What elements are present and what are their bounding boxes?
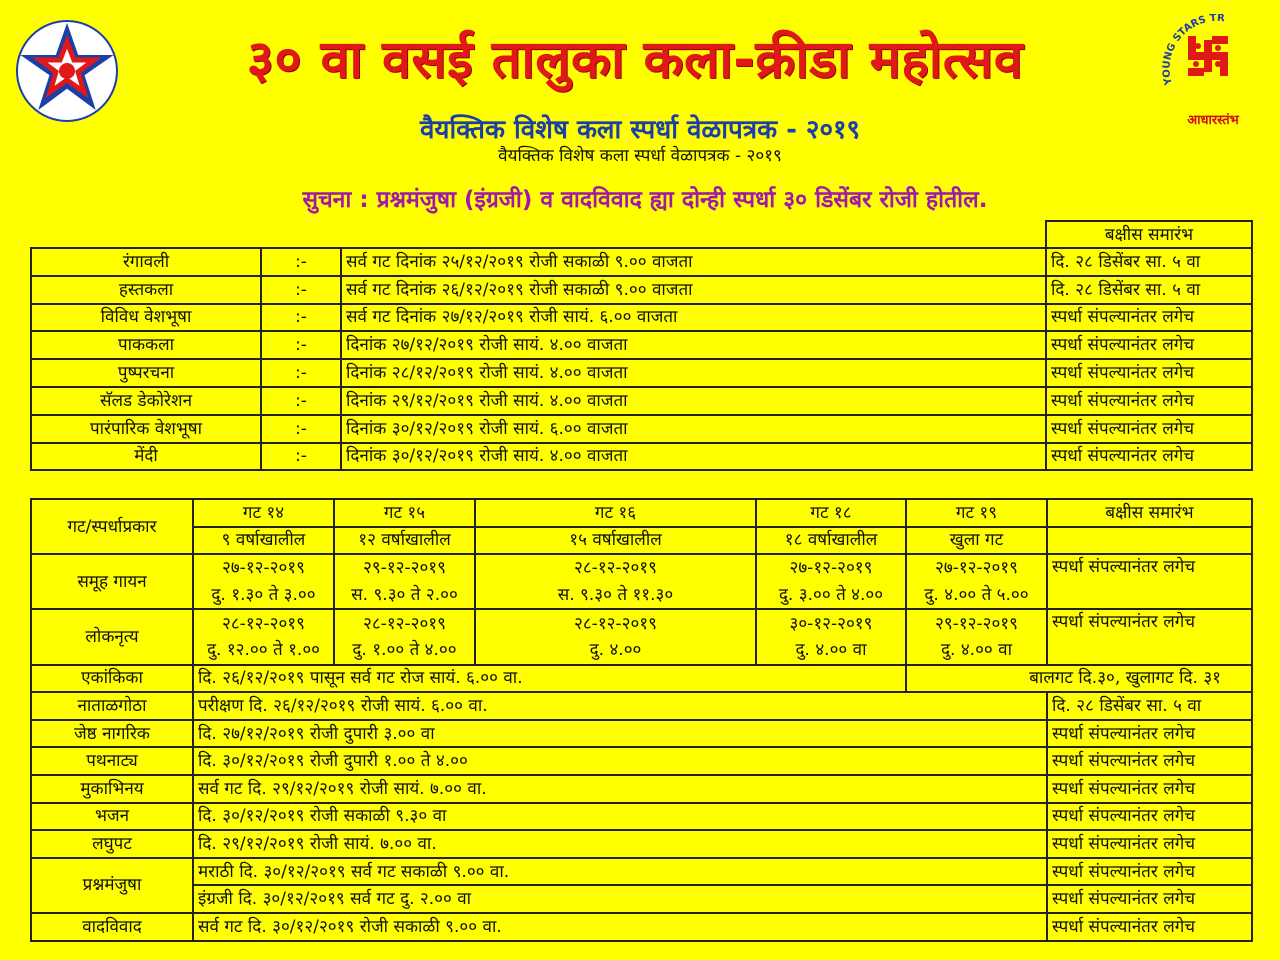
group-age: १२ वर्षाखालील xyxy=(334,527,475,555)
prize-cell: स्पर्धा संपल्यानंतर लगेच xyxy=(1047,803,1252,831)
logo-arc-text: YOUNG STARS TR xyxy=(1161,14,1226,87)
logo-caption: आधारस्तंभ xyxy=(1187,113,1239,128)
prize-cell: स्पर्धा संपल्यानंतर लगेच xyxy=(1046,359,1252,387)
event-name: विविध वेशभूषा xyxy=(31,304,261,332)
separator: :- xyxy=(261,331,341,359)
event-name: पुष्परचना xyxy=(31,359,261,387)
page-subtitle: वैयक्तिक विशेष कला स्पर्धा वेळापत्रक - २०१९ xyxy=(419,115,861,145)
prize-header: बक्षीस समारंभ xyxy=(1047,499,1252,527)
event-schedule: दिनांक २७/१२/२०१९ रोजी सायं. ४.०० वाजता xyxy=(341,331,1046,359)
group-slot: २८-१२-२०१९ xyxy=(193,609,334,637)
schedule-row xyxy=(31,359,1252,387)
group-slot: ३०-१२-२०१९ xyxy=(756,609,906,637)
organizer-logo xyxy=(14,18,120,124)
prize-cell: दि. २८ डिसेंबर सा. ५ वा xyxy=(1046,248,1252,276)
empty-cell xyxy=(1047,527,1252,555)
group-slot: स. ९.३० ते ११.३० xyxy=(475,582,756,610)
group-age: १५ वर्षाखालील xyxy=(475,527,756,555)
event-name: पाककला xyxy=(31,331,261,359)
prize-cell: स्पर्धा संपल्यानंतर लगेच xyxy=(1046,415,1252,443)
group-age: ९ वर्षाखालील xyxy=(193,527,334,555)
separator: :- xyxy=(261,387,341,415)
group-slot: २९-१२-२०१९ xyxy=(906,609,1047,637)
group-slot: २७-१२-२०१९ xyxy=(193,554,334,582)
event-name: मेंदी xyxy=(31,443,261,471)
event-schedule: सर्व गट दिनांक २६/१२/२०१९ रोजी सकाळी ९.०० वाजता xyxy=(341,276,1046,304)
event-name: पथनाट्य xyxy=(31,747,193,775)
schedule-row xyxy=(31,803,1252,831)
event-name: नाताळगोठा xyxy=(31,692,193,720)
schedule-row xyxy=(31,720,1252,748)
schedule-row xyxy=(31,747,1252,775)
group-age: १८ वर्षाखालील xyxy=(756,527,906,555)
group-event-row xyxy=(31,609,1252,637)
event-name: हस्तकला xyxy=(31,276,261,304)
event-name: मुकाभिनय xyxy=(31,775,193,803)
group-slot: दु. ४.०० xyxy=(475,637,756,665)
individual-schedule-table xyxy=(30,220,1253,471)
prize-cell: स्पर्धा संपल्यानंतर लगेच xyxy=(1047,885,1252,913)
prize-cell: स्पर्धा संपल्यानंतर लगेच xyxy=(1047,830,1252,858)
group-slot: २७-१२-२०१९ xyxy=(906,554,1047,582)
group-slot: २७-१२-२०१९ xyxy=(756,554,906,582)
separator: :- xyxy=(261,248,341,276)
event-name: रंगावली xyxy=(31,248,261,276)
group-slot: २९-१२-२०१९ xyxy=(334,554,475,582)
event-schedule: सर्व गट दि. ३०/१२/२०१९ रोजी सकाळी ९.०० वा. xyxy=(193,913,1047,941)
event-name: समूह गायन xyxy=(31,554,193,609)
event-schedule: दिनांक ३०/१२/२०१९ रोजी सायं. ६.०० वाजता xyxy=(341,415,1046,443)
group-slot: दु. १.३० ते ३.०० xyxy=(193,582,334,610)
separator: :- xyxy=(261,304,341,332)
event-name: सॅलड डेकोरेशन xyxy=(31,387,261,415)
group-slot: दु. ४.०० वा xyxy=(756,637,906,665)
event-schedule: परीक्षण दि. २६/१२/२०१९ रोजी सायं. ६.०० वा. xyxy=(193,692,1047,720)
event-name: लघुपट xyxy=(31,830,193,858)
event-name: जेष्ठ नागरिक xyxy=(31,720,193,748)
group-header: गट १९ xyxy=(906,499,1047,527)
prize-cell: स्पर्धा संपल्यानंतर लगेच xyxy=(1046,387,1252,415)
event-schedule: दि. ३०/१२/२०१९ रोजी सकाळी ९.३० वा xyxy=(193,803,1047,831)
prize-cell: स्पर्धा संपल्यानंतर लगेच xyxy=(1046,331,1252,359)
schedule-row xyxy=(31,331,1252,359)
prize-cell: दि. २८ डिसेंबर सा. ५ वा xyxy=(1047,692,1252,720)
event-name: एकांकिका xyxy=(31,665,193,693)
event-schedule: दि. २६/१२/२०१९ पासून सर्व गट रोज सायं. ६.०० वा. xyxy=(193,665,906,693)
group-slot: दु. ३.०० ते ४.०० xyxy=(756,582,906,610)
prize-cell: स्पर्धा संपल्यानंतर लगेच xyxy=(1047,609,1252,664)
schedule-row xyxy=(31,443,1252,471)
event-schedule: दिनांक २९/१२/२०१९ रोजी सायं. ४.०० वाजता xyxy=(341,387,1046,415)
event-extra: बालगट दि.३०, खुलागट दि. ३१ xyxy=(906,665,1252,693)
group-slot: दु. १२.०० ते १.०० xyxy=(193,637,334,665)
event-schedule: इंग्रजी दि. ३०/१२/२०१९ सर्व गट दु. २.०० वा xyxy=(193,885,1047,913)
schedule-row xyxy=(31,276,1252,304)
prize-cell: स्पर्धा संपल्यानंतर लगेच xyxy=(1047,858,1252,886)
group-slot: स. ९.३० ते २.०० xyxy=(334,582,475,610)
group-age: खुला गट xyxy=(906,527,1047,555)
group-header: गट १८ xyxy=(756,499,906,527)
event-name: पारंपारिक वेशभूषा xyxy=(31,415,261,443)
group-schedule-table xyxy=(30,498,1253,942)
group-slot: २८-१२-२०१९ xyxy=(475,609,756,637)
page-subtitle-small: वैयक्तिक विशेष कला स्पर्धा वेळापत्रक - २०१९ xyxy=(498,146,782,166)
separator: :- xyxy=(261,276,341,304)
prize-cell: स्पर्धा संपल्यानंतर लगेच xyxy=(1047,747,1252,775)
prize-cell: स्पर्धा संपल्यानंतर लगेच xyxy=(1047,775,1252,803)
event-schedule: दि. २९/१२/२०१९ रोजी सायं. ७.०० वा. xyxy=(193,830,1047,858)
schedule-row xyxy=(31,830,1252,858)
schedule-row xyxy=(31,387,1252,415)
group-slot: २८-१२-२०१९ xyxy=(475,554,756,582)
group-header: गट १४ xyxy=(193,499,334,527)
separator: :- xyxy=(261,415,341,443)
event-schedule: मराठी दि. ३०/१२/२०१९ सर्व गट सकाळी ९.०० वा. xyxy=(193,858,1047,886)
event-schedule: दि. २७/१२/२०१९ रोजी दुपारी ३.०० वा xyxy=(193,720,1047,748)
prize-header: बक्षीस समारंभ xyxy=(1046,221,1252,248)
prize-cell: दि. २८ डिसेंबर सा. ५ वा xyxy=(1046,276,1252,304)
event-name: प्रश्नमंजुषा xyxy=(31,858,193,913)
group-slot: दु. ४.०० ते ५.०० xyxy=(906,582,1047,610)
prize-cell: स्पर्धा संपल्यानंतर लगेच xyxy=(1047,720,1252,748)
young-stars-trust-logo xyxy=(1158,14,1268,126)
schedule-row xyxy=(31,248,1252,276)
separator: :- xyxy=(261,359,341,387)
event-name: लोकनृत्य xyxy=(31,609,193,664)
group-header: गट १५ xyxy=(334,499,475,527)
group-header: गट १६ xyxy=(475,499,756,527)
event-schedule: दि. ३०/१२/२०१९ रोजी दुपारी १.०० ते ४.०० xyxy=(193,747,1047,775)
schedule-row xyxy=(31,304,1252,332)
group-slot: दु. ४.०० वा xyxy=(906,637,1047,665)
page-title: ३० वा वसई तालुका कला-क्रीडा महोत्सव xyxy=(246,30,1024,90)
group-slot: २८-१२-२०१९ xyxy=(334,609,475,637)
event-schedule: सर्व गट दिनांक २७/१२/२०१९ रोजी सायं. ६.०० वाजता xyxy=(341,304,1046,332)
group-slot: दु. १.०० ते ४.०० xyxy=(334,637,475,665)
prize-cell: स्पर्धा संपल्यानंतर लगेच xyxy=(1047,554,1252,609)
event-schedule: सर्व गट दि. २९/१२/२०१९ रोजी सायं. ७.०० वा. xyxy=(193,775,1047,803)
schedule-row xyxy=(31,692,1252,720)
group-corner-header: गट/स्पर्धाप्रकार xyxy=(31,499,193,554)
event-name: भजन xyxy=(31,803,193,831)
event-schedule: दिनांक ३०/१२/२०१९ रोजी सायं. ४.०० वाजता xyxy=(341,443,1046,471)
schedule-row xyxy=(31,775,1252,803)
group-event-row xyxy=(31,554,1252,582)
notice-text: सुचना : प्रश्नमंजुषा (इंग्रजी) व वादविवाद ह्या दोन्ही स्पर्धा ३० डिसेंबर रोजी होतील. xyxy=(302,187,988,213)
schedule-row xyxy=(31,415,1252,443)
separator: :- xyxy=(261,443,341,471)
event-name: वादविवाद xyxy=(31,913,193,941)
prize-cell: स्पर्धा संपल्यानंतर लगेच xyxy=(1047,913,1252,941)
event-schedule: दिनांक २८/१२/२०१९ रोजी सायं. ४.०० वाजता xyxy=(341,359,1046,387)
event-schedule: सर्व गट दिनांक २५/१२/२०१९ रोजी सकाळी ९.०० वाजता xyxy=(341,248,1046,276)
prize-cell: स्पर्धा संपल्यानंतर लगेच xyxy=(1046,443,1252,471)
prize-cell: स्पर्धा संपल्यानंतर लगेच xyxy=(1046,304,1252,332)
